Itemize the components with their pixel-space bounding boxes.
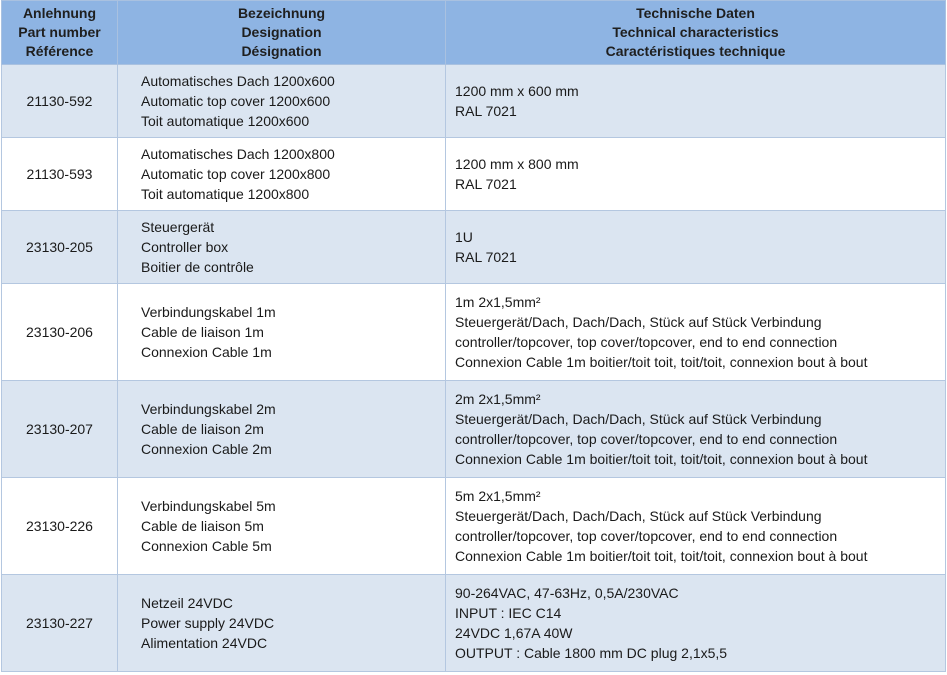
header-row <box>2 1 946 65</box>
designation-cell <box>118 478 446 575</box>
designation-cell <box>118 284 446 381</box>
designation-line: Alimentation 24VDC <box>141 635 268 651</box>
table-row <box>2 284 946 381</box>
table-row <box>2 211 946 284</box>
designation-cell <box>118 381 446 478</box>
header-designation-en: Designation <box>241 24 322 40</box>
technical-cell <box>446 65 946 138</box>
designation-line: Toit automatique 1200x800 <box>141 186 310 202</box>
designation-line: Verbindungskabel 2m <box>141 401 276 417</box>
technical-line: 1U <box>455 229 473 245</box>
designation-line: Verbindungskabel 1m <box>141 304 276 320</box>
designation-line: Automatisches Dach 1200x600 <box>141 73 335 89</box>
designation-line: Cable de liaison 5m <box>141 518 264 534</box>
designation-line: Connexion Cable 1m <box>141 344 272 360</box>
technical-line: controller/topcover, top cover/topcover, end to end connection <box>455 528 838 544</box>
header-designation-fr: Désignation <box>241 43 322 59</box>
part-number-cell: 23130-227 <box>2 575 118 672</box>
header-technical-de: Technische Daten <box>636 5 755 21</box>
technical-line: OUTPUT : Cable 1800 mm DC plug 2,1x5,5 <box>455 645 728 661</box>
part-number-cell: 21130-593 <box>2 138 118 211</box>
technical-line: 90-264VAC, 47-63Hz, 0,5A/230VAC <box>455 585 679 601</box>
designation-line: Controller box <box>141 239 229 255</box>
designation-line: Automatic top cover 1200x800 <box>141 166 331 182</box>
header-designation-de: Bezeichnung <box>237 5 326 21</box>
designation-line: Verbindungskabel 5m <box>141 498 276 514</box>
part-number-cell: 23130-205 <box>2 211 118 284</box>
header-designation <box>118 1 446 65</box>
technical-cell <box>446 381 946 478</box>
technical-cell <box>446 478 946 575</box>
technical-line: 1200 mm x 800 mm <box>455 156 579 172</box>
technical-line: 24VDC 1,67A 40W <box>455 625 573 641</box>
designation-line: Netzeil 24VDC <box>141 595 233 611</box>
header-part-number-en: Part number <box>18 24 101 40</box>
technical-line: 5m 2x1,5mm² <box>455 488 541 504</box>
technical-line: RAL 7021 <box>455 103 517 119</box>
header-part-number <box>2 1 118 65</box>
technical-cell <box>446 575 946 672</box>
designation-line: Cable de liaison 2m <box>141 421 264 437</box>
technical-line: Connexion Cable 1m boitier/toit toit, toit/toit, connexion bout à bout <box>455 548 868 564</box>
header-technical-en: Technical characteristics <box>612 24 779 40</box>
technical-line: Steuergerät/Dach, Dach/Dach, Stück auf Stück Verbindung <box>455 411 822 427</box>
designation-cell <box>118 575 446 672</box>
technical-line: Connexion Cable 1m boitier/toit toit, toit/toit, connexion bout à bout <box>455 451 868 467</box>
designation-line: Power supply 24VDC <box>141 615 275 631</box>
table-row <box>2 478 946 575</box>
header-technical-fr: Caractéristiques technique <box>605 43 786 59</box>
table-row <box>2 575 946 672</box>
product-spec-table <box>1 0 946 672</box>
designation-line: Connexion Cable 2m <box>141 441 272 457</box>
designation-line: Steuergerät <box>141 219 215 235</box>
technical-line: Steuergerät/Dach, Dach/Dach, Stück auf Stück Verbindung <box>455 508 822 524</box>
technical-line: RAL 7021 <box>455 176 517 192</box>
table-row <box>2 65 946 138</box>
header-technical <box>446 1 946 65</box>
technical-cell <box>446 211 946 284</box>
part-number-cell: 21130-592 <box>2 65 118 138</box>
designation-line: Automatisches Dach 1200x800 <box>141 146 335 162</box>
designation-line: Cable de liaison 1m <box>141 324 264 340</box>
designation-cell <box>118 65 446 138</box>
designation-line: Connexion Cable 5m <box>141 538 272 554</box>
header-part-number-fr: Référence <box>25 43 94 59</box>
table-row <box>2 381 946 478</box>
technical-line: Steuergerät/Dach, Dach/Dach, Stück auf Stück Verbindung <box>455 314 822 330</box>
table-row <box>2 138 946 211</box>
technical-line: RAL 7021 <box>455 249 517 265</box>
technical-line: 1m 2x1,5mm² <box>455 294 541 310</box>
designation-cell <box>118 138 446 211</box>
designation-line: Boitier de contrôle <box>141 259 254 275</box>
technical-line: controller/topcover, top cover/topcover, end to end connection <box>455 431 838 447</box>
technical-line: Connexion Cable 1m boitier/toit toit, toit/toit, connexion bout à bout <box>455 354 868 370</box>
part-number-cell: 23130-207 <box>2 381 118 478</box>
technical-line: INPUT : IEC C14 <box>455 605 562 621</box>
header-part-number-de: Anlehnung <box>22 5 97 21</box>
part-number-cell: 23130-226 <box>2 478 118 575</box>
technical-cell <box>446 138 946 211</box>
technical-line: controller/topcover, top cover/topcover, end to end connection <box>455 334 838 350</box>
designation-line: Automatic top cover 1200x600 <box>141 93 331 109</box>
designation-line: Toit automatique 1200x600 <box>141 113 310 129</box>
designation-cell <box>118 211 446 284</box>
technical-line: 2m 2x1,5mm² <box>455 391 541 407</box>
table-body <box>2 65 946 672</box>
technical-line: 1200 mm x 600 mm <box>455 83 579 99</box>
part-number-cell: 23130-206 <box>2 284 118 381</box>
technical-cell <box>446 284 946 381</box>
